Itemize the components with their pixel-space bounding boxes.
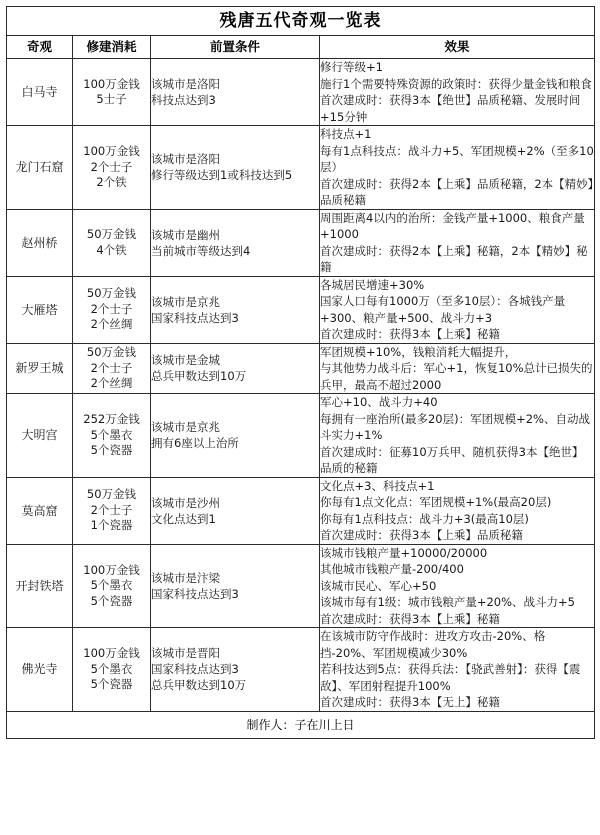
wonder-prereq [151, 628, 320, 712]
wonder-effect-line: 若科技达到5点：获得兵法：【骁武善射】：获得【震敌】、军团射程提升100% [320, 662, 581, 693]
column-header-effect: 效果 [320, 36, 595, 59]
wonder-prereq-line: 该城市是京兆 [151, 294, 220, 309]
wonder-effect [320, 126, 595, 210]
wonder-prereq [151, 394, 320, 478]
wonder-cost-line: 50万金钱 [86, 286, 137, 301]
table-row [7, 276, 595, 343]
wonder-effect-line: 周围距离4以内的治所：金钱产量+1000、粮食产量+1000 [320, 210, 585, 241]
wonder-prereq-line: 修行等级达到1或科技达到5 [151, 168, 293, 183]
wonder-cost-line: 5个瓷器 [90, 443, 133, 457]
column-header-cost: 修建消耗 [73, 36, 151, 59]
wonder-effect-line: 文化点+3、科技点+1 [320, 478, 435, 493]
wonder-cost-line: 252万金钱 [83, 412, 140, 426]
wonder-prereq [151, 276, 320, 343]
wonder-cost-line: 100万金钱 [83, 144, 140, 158]
wonder-effect [320, 209, 595, 276]
wonder-name: 大雁塔 [7, 276, 73, 343]
wonder-prereq-line: 该城市是沙州 [151, 495, 220, 510]
wonder-prereq [151, 126, 320, 210]
wonder-effect-line: 在该城市防守作战时：进攻方攻击-20%、格挡-20%、军团规模减少30% [320, 629, 546, 660]
wonder-effect-line: 该城市钱粮产量+10000/20000 [320, 545, 488, 560]
data-rows-host [7, 59, 595, 712]
wonder-cost-line: 50万金钱 [86, 227, 137, 241]
wonder-prereq-line: 总兵甲数达到10万 [151, 369, 247, 384]
footer-row [7, 711, 595, 738]
wonder-effect [320, 628, 595, 712]
wonder-effect-line: 每有1点科技点：战斗力+5、军团规模+2%（至多10层） [320, 143, 594, 174]
wonder-effect-line: 科技点+1 [320, 127, 372, 141]
wonder-effect-line: 首次建成时：获得3本【无上】秘籍 [320, 695, 500, 709]
credit-footer: 制作人：子在川上日 [7, 711, 595, 738]
page-title: 残唐五代奇观一览表 [7, 7, 595, 36]
wonder-prereq-line: 总兵甲数达到10万 [151, 678, 247, 693]
wonder-cost [73, 276, 151, 343]
wonder-prereq-line: 当前城市等级达到4 [151, 243, 251, 258]
wonder-cost-line: 2个士子 [90, 301, 133, 316]
wonder-name: 开封铁塔 [7, 544, 73, 628]
wonder-effect [320, 59, 595, 126]
table-row [7, 59, 595, 126]
wonder-effect-line: 该城市每有1级：城市钱粮产量+20%、战斗力+5 [320, 595, 575, 609]
wonder-effect-line: 国家人口每有1000万（至多10层）：各城钱产量+300、粮产量+500、战斗力+3 [320, 294, 566, 325]
table-row [7, 628, 595, 712]
wonder-prereq [151, 477, 320, 544]
wonder-cost-line: 2个丝绸 [90, 317, 133, 332]
table-row [7, 477, 595, 544]
wonder-prereq-line: 文化点达到1 [151, 511, 216, 526]
wonder-cost-line: 5个墨衣 [90, 427, 133, 442]
wonder-effect-line: 其他城市钱粮产量-200/400 [320, 562, 464, 576]
title-row [7, 7, 595, 36]
wonder-effect [320, 394, 595, 478]
wonder-cost-line: 5个瓷器 [90, 593, 133, 608]
wonder-cost-line: 5个墨衣 [90, 578, 133, 592]
wonder-effect [320, 276, 595, 343]
table-row [7, 343, 595, 394]
wonder-prereq-line: 拥有6座以上治所 [151, 436, 239, 451]
wonder-cost-line: 2个士子 [90, 159, 133, 174]
wonder-effect-line: 与其他势力战斗后：军心+1，恢复10%总计已损失的兵甲，最高不超过2000 [320, 361, 593, 392]
wonder-cost-line: 50万金钱 [86, 487, 137, 502]
wonder-effect-line: 军心+10、战斗力+40 [320, 395, 438, 409]
wonder-effect-line: 每拥有一座治所(最多20层)：军团规模+2%、自动战斗实力+1% [320, 411, 590, 442]
wonder-effect-line: 首次建成时：获得3本【上乘】秘籍 [320, 611, 500, 626]
wonder-prereq [151, 343, 320, 394]
wonder-effect-line: 首次建成时：获得3本【上乘】秘籍 [320, 327, 500, 341]
wonder-prereq-line: 国家科技点达到3 [151, 310, 239, 325]
wonder-cost-line: 100万金钱 [83, 76, 140, 91]
wonder-effect-line: 你每有1点科技点：战斗力+3(最高10层) [320, 511, 529, 526]
wonder-prereq-line: 国家科技点达到3 [151, 586, 239, 601]
wonder-prereq-line: 该城市是幽州 [151, 227, 220, 242]
wonder-prereq [151, 209, 320, 276]
wonders-table [6, 6, 595, 739]
wonder-prereq-line: 该城市是金城 [151, 353, 220, 368]
wonder-cost [73, 126, 151, 210]
wonder-name: 莫高窟 [7, 477, 73, 544]
wonder-cost [73, 209, 151, 276]
wonder-prereq-line: 该城市是洛阳 [151, 152, 220, 167]
column-header-prereq: 前置条件 [151, 36, 320, 59]
wonder-cost-line: 2个铁 [96, 175, 127, 189]
wonder-name: 佛光寺 [7, 628, 73, 712]
wonder-effect-line: 军团规模+10%，钱粮消耗大幅提升， [320, 344, 517, 359]
wonder-effect-line: 首次建成时：获得2本【上乘】品质秘籍，2本【精妙】品质秘籍 [320, 176, 594, 207]
wonder-prereq-line: 该城市是京兆 [151, 420, 220, 435]
wonder-effect [320, 477, 595, 544]
wonder-name: 新罗王城 [7, 343, 73, 394]
wonder-name: 赵州桥 [7, 209, 73, 276]
wonder-effect [320, 544, 595, 628]
wonder-name: 龙门石窟 [7, 126, 73, 210]
table-row [7, 126, 595, 210]
wonder-name: 大明宫 [7, 394, 73, 478]
table-row [7, 209, 595, 276]
wonder-effect-line: 施行1个需要特殊资源的政策时：获得少量金钱和粮食 [320, 76, 592, 91]
wonder-cost-line: 2个丝绸 [90, 376, 133, 390]
wonder-effect-line: 各城居民增速+30% [320, 277, 425, 292]
wonder-effect-line: 首次建成时：获得3本【上乘】品质秘籍 [320, 528, 523, 542]
wonder-effect-line: 首次建成时：获得2本【上乘】秘籍，2本【精妙】秘籍 [320, 243, 588, 274]
table-row [7, 544, 595, 628]
wonder-cost [73, 477, 151, 544]
wonder-cost-line: 5个瓷器 [90, 677, 133, 691]
wonder-cost-line: 2个士子 [90, 360, 133, 375]
wonder-cost-line: 1个瓷器 [90, 518, 133, 533]
wonder-prereq-line: 该城市是洛阳 [151, 77, 220, 91]
table-body [7, 7, 595, 59]
column-header-name: 奇观 [7, 36, 73, 59]
wonder-effect-line: 你每有1点文化点：军团规模+1%(最高20层) [320, 495, 552, 509]
wonder-cost [73, 343, 151, 394]
wonder-cost-line: 100万金钱 [83, 562, 140, 577]
wonder-effect-line: 首次建成时：获得3本【绝世】品质秘籍、发展时间+15分钟 [320, 93, 581, 124]
wonder-cost-line: 100万金钱 [83, 646, 140, 660]
header-row [7, 36, 595, 59]
wonder-effect-line: 首次建成时：征募10万兵甲、随机获得3本【绝世】品质的秘籍 [320, 444, 584, 475]
wonder-cost-line: 5士子 [96, 92, 127, 106]
wonder-prereq [151, 544, 320, 628]
wonder-cost [73, 59, 151, 126]
wonder-cost [73, 544, 151, 628]
wonder-cost-line: 4个铁 [96, 242, 127, 257]
wonder-cost-line: 50万金钱 [86, 345, 137, 359]
wonder-cost-line: 2个士子 [90, 502, 133, 517]
wonder-cost [73, 628, 151, 712]
table-row [7, 394, 595, 478]
wonder-cost [73, 394, 151, 478]
wonder-prereq-line: 该城市是晋阳 [151, 646, 220, 661]
wonder-effect-line: 修行等级+1 [320, 60, 383, 74]
wonder-prereq-line: 科技点达到3 [151, 93, 216, 107]
wonder-prereq [151, 59, 320, 126]
wonder-cost-line: 5个墨衣 [90, 661, 133, 676]
wonder-name: 白马寺 [7, 59, 73, 126]
wonder-effect [320, 343, 595, 394]
wonder-effect-line: 该城市民心、军心+50 [320, 578, 437, 593]
wonder-prereq-line: 国家科技点达到3 [151, 662, 239, 677]
wonder-prereq-line: 该城市是汴梁 [151, 570, 220, 585]
